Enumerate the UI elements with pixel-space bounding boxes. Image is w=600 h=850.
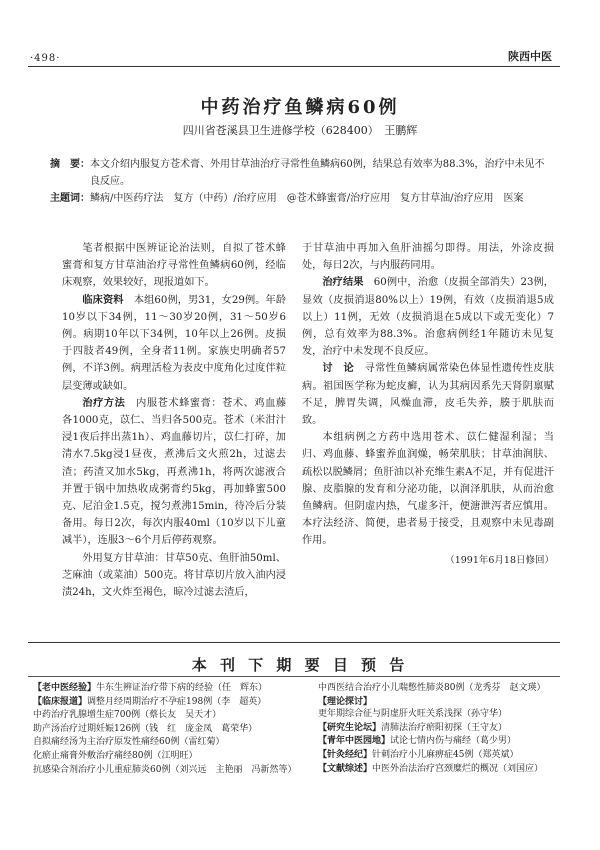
clinical-paragraph xyxy=(62,292,286,395)
abstract-block xyxy=(50,156,545,207)
list-item: 【青年中医园地】试论七情内伤与痛经（葛少男） xyxy=(318,736,517,747)
list-item: 助产汤治疗过期妊娠126例（钱 红 庞金凤 葛荣华） xyxy=(33,723,258,734)
discussion-text: 寻常性鱼鳞病属常染色体显性遗传性皮肤病。祖国医学称为蛇皮癣，认为其病因系先天肾阴禀赋不足，脾胃失调，风燥血滞，皮毛失养，腠于肌肤而致。 xyxy=(302,363,555,427)
abstract-row xyxy=(50,156,545,190)
list-item: 【理论探讨】更年期综合征与阴虚肝火旺关系浅探（孙守华） xyxy=(318,696,508,720)
external-paragraph: 外用复方甘草油：甘草50克、鱼肝油50ml、芝麻油（或菜油）500克。将甘草切片放入油内浸渍24h，文火炸至褐色，晾冷过滤去渣后， xyxy=(62,552,286,599)
method-heading: 治疗方法 xyxy=(82,396,126,409)
list-item: 【文献综述】中医外治法治疗宫颈糜烂的概况（刘国应） xyxy=(318,763,544,774)
list-item: 抗感染合剂治疗小儿重症肺炎60例（刘兴远 主艳丽 冯新然等） xyxy=(33,764,297,775)
discussion-heading: 讨 论 xyxy=(322,362,355,375)
intro-paragraph: 笔者根据中医辨证论治法则，自拟了苍术蜂蜜膏和复方甘草油治疗寻常性鱼鳞病60例，经临床观察，效果较好，现报道如下。 xyxy=(62,243,286,289)
preview-title: 本 刊 下 期 要 目 预 告 xyxy=(191,656,409,674)
article-title: 中药治疗鱼鳞病60例 xyxy=(200,97,400,118)
preview-right-list xyxy=(318,682,558,776)
result-paragraph xyxy=(302,274,554,360)
continuation-paragraph: 于甘草油中再加入鱼肝油摇匀即得。用法，外涂皮损处，每日2次，与内服药同用。 xyxy=(302,243,554,272)
discussion-paragraph xyxy=(302,360,554,429)
preview-left-list xyxy=(33,682,308,777)
page-number: ·498· xyxy=(30,53,61,64)
right-column xyxy=(302,240,554,569)
left-column xyxy=(62,240,286,601)
abstract-label: 摘 要： xyxy=(50,159,90,170)
discussion-paragraph-2: 本组病例之方药中选用苍术、苡仁健湿利湿；当归、鸡血藤、蜂蜜养血润燥，畅荣肌肤；甘草油润肤、疏松以脱鳞屑；鱼肝油以补充维生素A不足，并有促进汗腺、皮脂腺的发育和分泌功能，以润泽肌肤，从而治愈鱼鳞病。但阴虚内热，气虚多汗，便溏泄泻者应慎用。本疗法经济、简便，患者易于接受，且观察中未见毒副作用。 xyxy=(302,432,554,547)
list-item: 中西医结合治疗小儿喘憋性肺炎80例（龙秀芬 赵文瑛） xyxy=(318,683,546,693)
author-affiliation: 四川省苍溪县卫生进修学校（628400） 王鹏辉 xyxy=(182,124,418,137)
list-item: 【研究生论坛】清肺法治疗瘀阳初探（王守友） xyxy=(318,722,508,733)
header-rule xyxy=(28,66,560,67)
keywords-text: 鳞病/中医药疗法 复方（中药）/治疗应用 @苍术蜂蜜膏/治疗应用 复方甘草油/治疗应用 医案 xyxy=(90,193,524,204)
journal-name: 陕西中医 xyxy=(508,50,552,63)
list-item: 【老中医经验】牛东生辨证治疗带下病的经验（任 辉东） xyxy=(33,683,268,693)
preview-rule xyxy=(28,676,560,677)
clinical-text: 本组60例，男31，女29例。年龄10岁以下34例，11～30岁20例，31～50岁6例。病期10年以下34例，10年以上26例。皮损于四肢者49例，全身者11例。家族史明确者57例，不详3例。病理活检为表皮中度角化过度伴粒层变薄或缺如。 xyxy=(62,294,287,392)
method-paragraph xyxy=(62,395,286,550)
keywords-row xyxy=(50,190,545,207)
keywords-label: 主题词： xyxy=(50,193,90,204)
revision-date: （1991年6月18日修回） xyxy=(445,554,554,566)
method-text: 内服苍术蜂蜜膏：苍术、鸡血藤各1000克，苡仁、当归各500克。苍术（米泔汁浸1夜后拌出蒸1h）、鸡血藤切片，苡仁打碎，加清水7.5kg浸1昼夜，煮沸后文火煎2h，过滤去渣；药渣又加水5kg，再煮沸1h，将两次滤液合并置于锅中加热收成粥膏约5kg，再加蜂蜜500克、尼泊金1.5克，搅匀煮沸15min，待冷后分装备用。每日2次，每次内服40ml（10岁以下儿童减半），连服3～6个月后停药观察。 xyxy=(62,397,287,547)
list-item: 化瘀止痛膏外敷治疗痛经80例（江明旺） xyxy=(33,750,198,761)
list-item: 自拟痛经汤为主治疗原发性痛经60例（雷红菊） xyxy=(33,737,225,748)
section-rule xyxy=(28,642,560,643)
abstract-text: 本文介绍内服复方苍术膏、外用甘草油治疗寻常性鱼鳞病60例，结果总有效率为88.3%，治疗中未见不良反应。 xyxy=(90,159,545,187)
result-text: 60例中，治愈（皮损全部消失）23例，显效（皮损消退80%以上）19例，有效（皮损消退5成以上）11例，无效（皮损消退在5成以下或无变化）7例，总有效率为88.3%。治愈病例经1年随访未见复发，治疗中未发现不良反应。 xyxy=(302,277,554,358)
clinical-heading: 临床资料 xyxy=(82,293,124,306)
list-item: 【临床报道】调整月经周期治疗不孕症198例（李 超英） xyxy=(33,696,267,707)
list-item: 【针灸经纪】针刺治疗小儿麻痹症45例（郑英斌） xyxy=(318,749,519,760)
list-item: 中药治疗乳腺增生症700例（蔡长友 吴天才） xyxy=(33,710,222,721)
result-heading: 治疗结果 xyxy=(322,276,364,289)
